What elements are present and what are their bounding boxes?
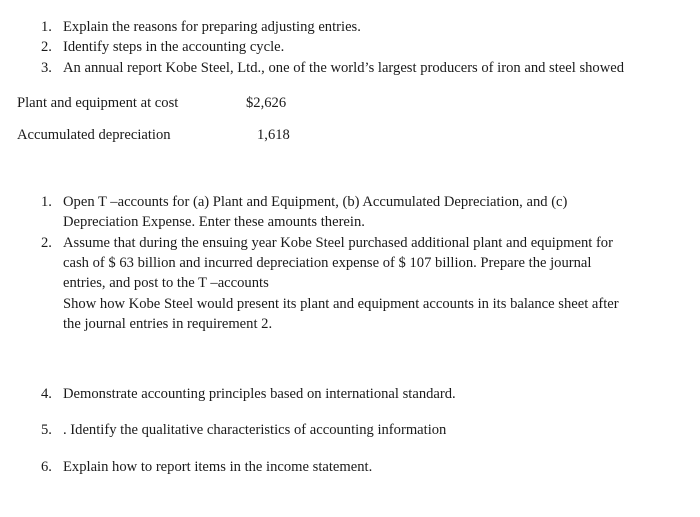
accumulated-depreciation-label: Accumulated depreciation (17, 127, 171, 143)
list-number: 2. (41, 235, 52, 251)
plant-equipment-value: $2,626 (246, 95, 287, 111)
list-number: 3. (41, 60, 52, 76)
list-number: 5. (41, 422, 52, 438)
requirement-2-line: cash of $ 63 billion and incurred depreciation expense of $ 107 billion. Prepare the journal (63, 255, 592, 271)
list-number: 6. (41, 459, 52, 475)
list-number: 1. (41, 194, 52, 210)
question-explain-adjusting-entries: Explain the reasons for preparing adjusting entries. (63, 19, 361, 35)
question-accounting-cycle: Identify steps in the accounting cycle. (63, 39, 285, 55)
list-number: 1. (41, 19, 52, 35)
question-qualitative-characteristics: . Identify the qualitative characteristics of accounting information (63, 422, 447, 438)
requirement-1-line: Open T –accounts for (a) Plant and Equipment, (b) Accumulated Depreciation, and (c) (63, 194, 568, 210)
requirement-2-line: entries, and post to the T –accounts (63, 275, 269, 291)
question-accounting-principles: Demonstrate accounting principles based on international standard. (63, 386, 456, 402)
requirement-1-line: Depreciation Expense. Enter these amounts therein. (63, 214, 365, 230)
requirement-2-line: the journal entries in requirement 2. (63, 316, 273, 332)
plant-equipment-label: Plant and equipment at cost (17, 95, 179, 111)
list-number: 2. (41, 39, 52, 55)
question-income-statement: Explain how to report items in the income statement. (63, 459, 373, 475)
question-kobe-steel-intro: An annual report Kobe Steel, Ltd., one of the world’s largest producers of iron and steel showed (63, 60, 625, 76)
requirement-2-line: Assume that during the ensuing year Kobe Steel purchased additional plant and equipment for (63, 235, 613, 251)
accumulated-depreciation-value: 1,618 (257, 127, 290, 143)
list-number: 4. (41, 386, 52, 402)
requirement-2-line: Show how Kobe Steel would present its plant and equipment accounts in its balance sheet after (63, 296, 619, 312)
